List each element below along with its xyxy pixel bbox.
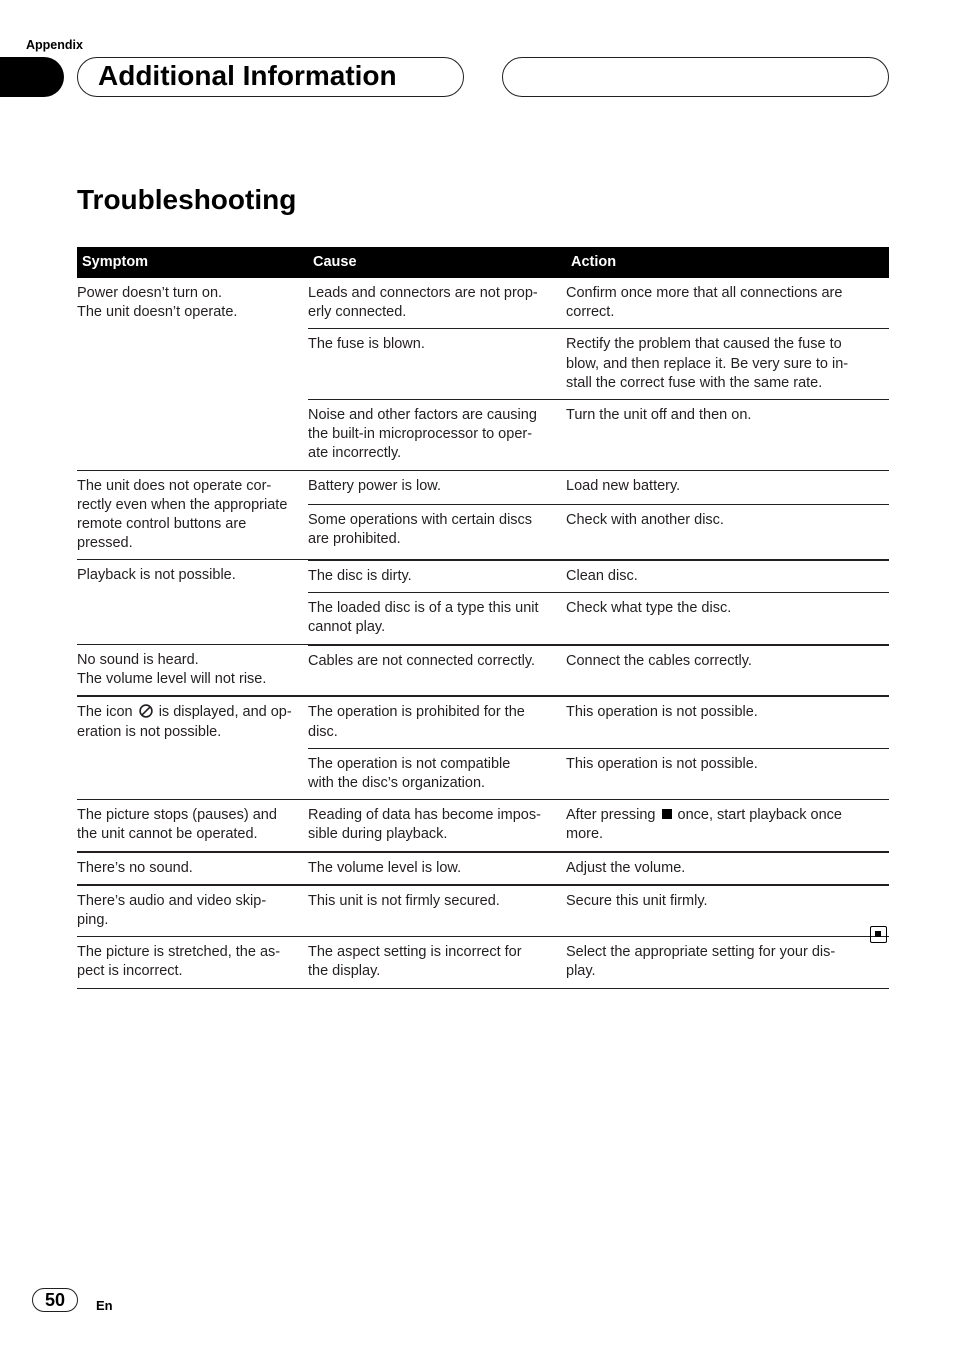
- text-line: The picture is stretched, the as-: [77, 944, 281, 961]
- text-line: stall the correct fuse with the same rate.: [566, 374, 823, 391]
- page-title: Troubleshooting: [77, 184, 297, 215]
- symptom-cell: [77, 800, 308, 852]
- text-line: Check with another disc.: [566, 512, 724, 528]
- text-line: Load new battery.: [566, 477, 681, 494]
- prohibited-icon: [139, 704, 153, 718]
- cause-cell: [308, 470, 566, 504]
- text-fragment: once, start playback once: [677, 807, 842, 824]
- text-line: The disc is dirty.: [308, 567, 412, 584]
- text-line: The volume level will not rise.: [77, 671, 267, 688]
- text-line: disc.: [308, 723, 338, 740]
- text-line: pect is incorrect.: [77, 963, 183, 980]
- text-line: blow, and then replace it. Be very sure to in-: [566, 355, 849, 372]
- action-cell: [566, 400, 889, 471]
- table-row: [77, 885, 889, 937]
- action-cell: [566, 470, 889, 504]
- cause-cell: [308, 400, 566, 471]
- symptom-cell: [77, 278, 308, 470]
- text-line: This unit is not firmly secured.: [308, 892, 500, 909]
- table-row: [77, 800, 889, 852]
- text-line: the unit cannot be operated.: [77, 826, 258, 843]
- action-cell: [566, 329, 889, 400]
- text-line: There’s audio and video skip-: [77, 892, 267, 909]
- troubleshooting-table: [77, 247, 889, 989]
- action-cell: [566, 645, 889, 697]
- column-header-action: Action: [566, 247, 889, 278]
- section-title-box: [77, 57, 464, 97]
- symptom-cell: [77, 645, 308, 697]
- action-cell: [566, 885, 889, 937]
- cause-cell: [308, 748, 566, 799]
- text-fragment: After pressing: [566, 807, 656, 824]
- text-line: The picture stops (pauses) and: [77, 807, 277, 824]
- text-line: the built-in microprocessor to oper-: [308, 426, 533, 443]
- text-line: rectly even when the appropriate: [77, 496, 288, 513]
- table-row: [77, 645, 889, 697]
- text-line: Power doesn’t turn on.: [77, 285, 223, 301]
- text-line: Connect the cables correctly.: [566, 652, 752, 669]
- empty-header-box: [502, 57, 889, 97]
- cause-cell: [308, 329, 566, 400]
- action-cell: [566, 505, 889, 560]
- stop-icon: [662, 809, 672, 819]
- text-line: Noise and other factors are causing: [308, 407, 537, 424]
- text-line: Reading of data has become impos-: [308, 807, 541, 824]
- column-header-cause: Cause: [308, 247, 566, 278]
- text-line: Turn the unit off and then on.: [566, 407, 752, 424]
- action-cell: [566, 852, 889, 885]
- text-line: Check what type the disc.: [566, 600, 732, 617]
- table-row: [77, 937, 889, 988]
- text-fragment: is displayed, and op-: [158, 704, 292, 721]
- symptom-cell: [77, 885, 308, 937]
- text-line: Adjust the volume.: [566, 859, 686, 876]
- text-line: The aspect setting is incorrect for: [308, 944, 522, 961]
- appendix-label: Appendix: [26, 38, 83, 52]
- text-line: Confirm once more that all connections are: [566, 285, 843, 301]
- page-number: 50: [32, 1288, 78, 1312]
- text-line: The loaded disc is of a type this unit: [308, 600, 539, 617]
- table-row: [77, 560, 889, 593]
- text-line: There’s no sound.: [77, 859, 193, 876]
- text-line: ate incorrectly.: [308, 445, 402, 462]
- text-fragment: The icon: [77, 704, 133, 721]
- action-cell: [566, 937, 889, 988]
- symptom-cell: [77, 852, 308, 885]
- table-row: [77, 696, 889, 748]
- action-cell: [566, 800, 889, 852]
- cause-cell: [308, 645, 566, 697]
- cause-cell: [308, 560, 566, 593]
- text-line: Playback is not possible.: [77, 567, 236, 584]
- text-line: remote control buttons are: [77, 516, 247, 533]
- text-line: [566, 806, 883, 825]
- text-line: No sound is heard.: [77, 652, 199, 669]
- text-line: more.: [566, 826, 604, 843]
- text-line: Secure this unit firmly.: [566, 892, 708, 909]
- symptom-cell: [77, 560, 308, 645]
- section-tab-marker: [0, 57, 64, 97]
- text-line: Leads and connectors are not prop-: [308, 285, 538, 301]
- cause-cell: [308, 800, 566, 852]
- section-title: Additional Information: [98, 60, 397, 91]
- table-row: [77, 278, 889, 329]
- text-line: the display.: [308, 963, 381, 980]
- text-line: with the disc’s organization.: [308, 775, 486, 792]
- text-line: erly connected.: [308, 304, 407, 321]
- text-line: The operation is prohibited for the: [308, 704, 525, 721]
- action-cell: [566, 696, 889, 748]
- text-line: Rectify the problem that caused the fuse to: [566, 336, 842, 353]
- text-line: The unit does not operate cor-: [77, 477, 272, 494]
- text-line: Clean disc.: [566, 567, 638, 584]
- text-line: ping.: [77, 912, 109, 929]
- text-line: correct.: [566, 304, 615, 321]
- cause-cell: [308, 593, 566, 645]
- text-line: cannot play.: [308, 619, 386, 636]
- table-row: [77, 852, 889, 885]
- symptom-cell: [77, 470, 308, 560]
- cause-cell: [308, 937, 566, 988]
- text-line: Cables are not connected correctly.: [308, 652, 536, 669]
- action-cell: [566, 748, 889, 799]
- text-line: are prohibited.: [308, 531, 401, 548]
- cause-cell: [308, 852, 566, 885]
- action-cell: [566, 560, 889, 593]
- symptom-cell: [77, 696, 308, 799]
- cause-cell: [308, 505, 566, 560]
- cause-cell: [308, 696, 566, 748]
- text-line: The volume level is low.: [308, 859, 462, 876]
- cause-cell: [308, 885, 566, 937]
- action-cell: [566, 593, 889, 645]
- text-line: Battery power is low.: [308, 477, 441, 494]
- column-header-symptom: Symptom: [77, 247, 308, 278]
- text-line: sible during playback.: [308, 826, 448, 843]
- text-line: pressed.: [77, 535, 133, 552]
- text-line: Select the appropriate setting for your dis-: [566, 944, 836, 961]
- symptom-cell: [77, 937, 308, 988]
- text-line: This operation is not possible.: [566, 704, 758, 721]
- text-line: The unit doesn’t operate.: [77, 304, 238, 321]
- end-of-section-icon: [870, 926, 887, 943]
- text-line: Some operations with certain discs: [308, 512, 533, 528]
- table-header-row: [77, 247, 889, 278]
- text-line: eration is not possible.: [77, 723, 222, 740]
- text-line: The fuse is blown.: [308, 336, 425, 353]
- table-row: [77, 470, 889, 504]
- text-line: [77, 703, 302, 722]
- text-line: The operation is not compatible: [308, 755, 511, 772]
- text-line: This operation is not possible.: [566, 755, 758, 772]
- text-line: play.: [566, 963, 596, 980]
- cause-cell: [308, 278, 566, 329]
- language-code: En: [96, 1298, 113, 1313]
- action-cell: [566, 278, 889, 329]
